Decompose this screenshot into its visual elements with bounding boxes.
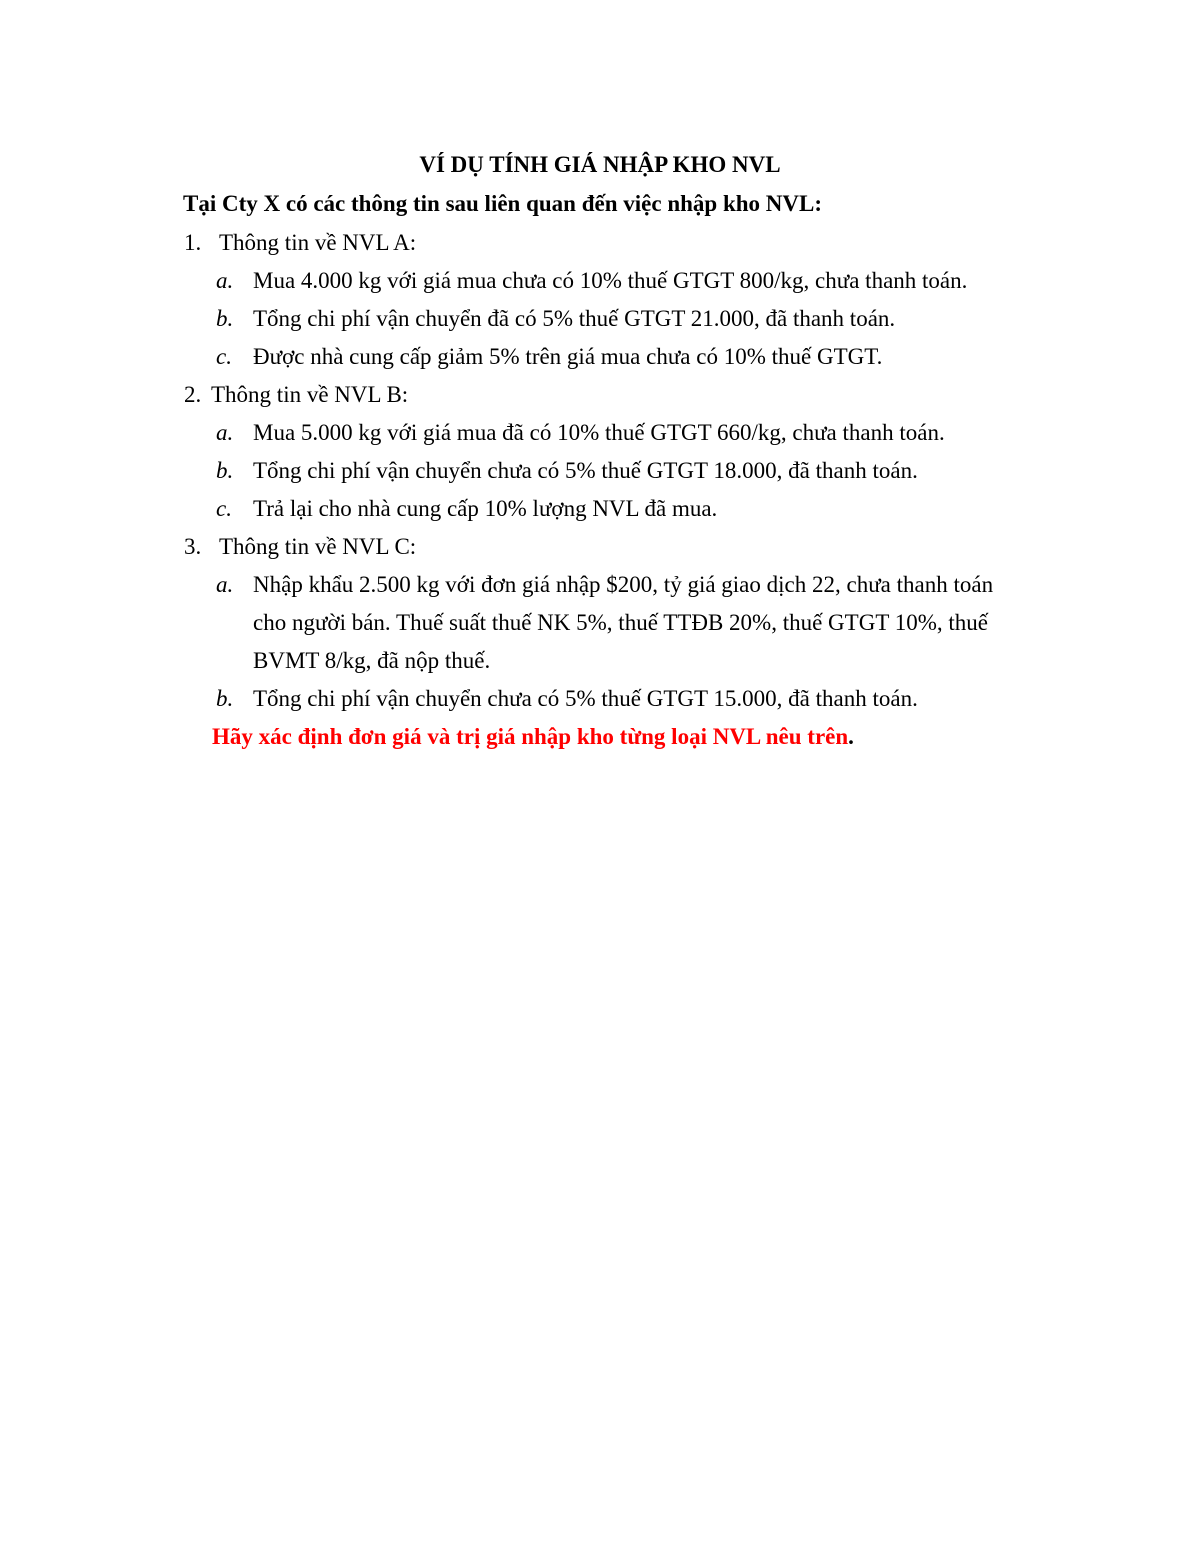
item-letter: c.: [216, 496, 232, 521]
item-text-line: Nhập khẩu 2.500 kg với đơn giá nhập $200, tỷ giá giao dịch 22, chưa thanh toán: [253, 572, 994, 597]
question-main: Hãy xác định đơn giá và trị giá nhập kho từng loại NVL nêu trên: [212, 724, 849, 749]
item-text: Tổng chi phí vận chuyển chưa có 5% thuế GTGT 15.000, đã thanh toán.: [253, 686, 918, 711]
section-heading: Thông tin về NVL C:: [219, 534, 417, 559]
item-text: Mua 5.000 kg với giá mua đã có 10% thuế GTGT 660/kg, chưa thanh toán.: [253, 420, 945, 445]
intro-text: Tại Cty X có các thông tin sau liên quan đến việc nhập kho NVL:: [183, 191, 822, 216]
section-heading: Thông tin về NVL B:: [211, 382, 409, 407]
document-title: VÍ DỤ TÍNH GIÁ NHẬP KHO NVL: [419, 152, 781, 177]
section-number: 3.: [184, 534, 202, 559]
question-text: [212, 721, 854, 753]
item-letter: b.: [216, 686, 234, 711]
item-letter: a.: [216, 420, 234, 445]
item-letter: c.: [216, 344, 232, 369]
item-text-line: BVMT 8/kg, đã nộp thuế.: [253, 648, 491, 673]
item-letter: b.: [216, 458, 234, 483]
item-text: Tổng chi phí vận chuyển đã có 5% thuế GTGT 21.000, đã thanh toán.: [253, 306, 896, 331]
section-number: 2.: [184, 382, 202, 407]
question-period: .: [848, 724, 854, 749]
item-letter: a.: [216, 572, 234, 597]
item-text-line: cho người bán. Thuế suất thuế NK 5%, thuế TTĐB 20%, thuế GTGT 10%, thuế: [253, 610, 988, 635]
item-letter: a.: [216, 268, 234, 293]
item-text: Được nhà cung cấp giảm 5% trên giá mua chưa có 10% thuế GTGT.: [253, 344, 883, 369]
item-text: Trả lại cho nhà cung cấp 10% lượng NVL đã mua.: [253, 496, 718, 521]
item-text: Mua 4.000 kg với giá mua chưa có 10% thuế GTGT 800/kg, chưa thanh toán.: [253, 268, 968, 293]
section-heading: Thông tin về NVL A:: [219, 230, 417, 255]
item-letter: b.: [216, 306, 234, 331]
item-text: Tổng chi phí vận chuyển chưa có 5% thuế GTGT 18.000, đã thanh toán.: [253, 458, 918, 483]
section-number: 1.: [184, 230, 202, 255]
